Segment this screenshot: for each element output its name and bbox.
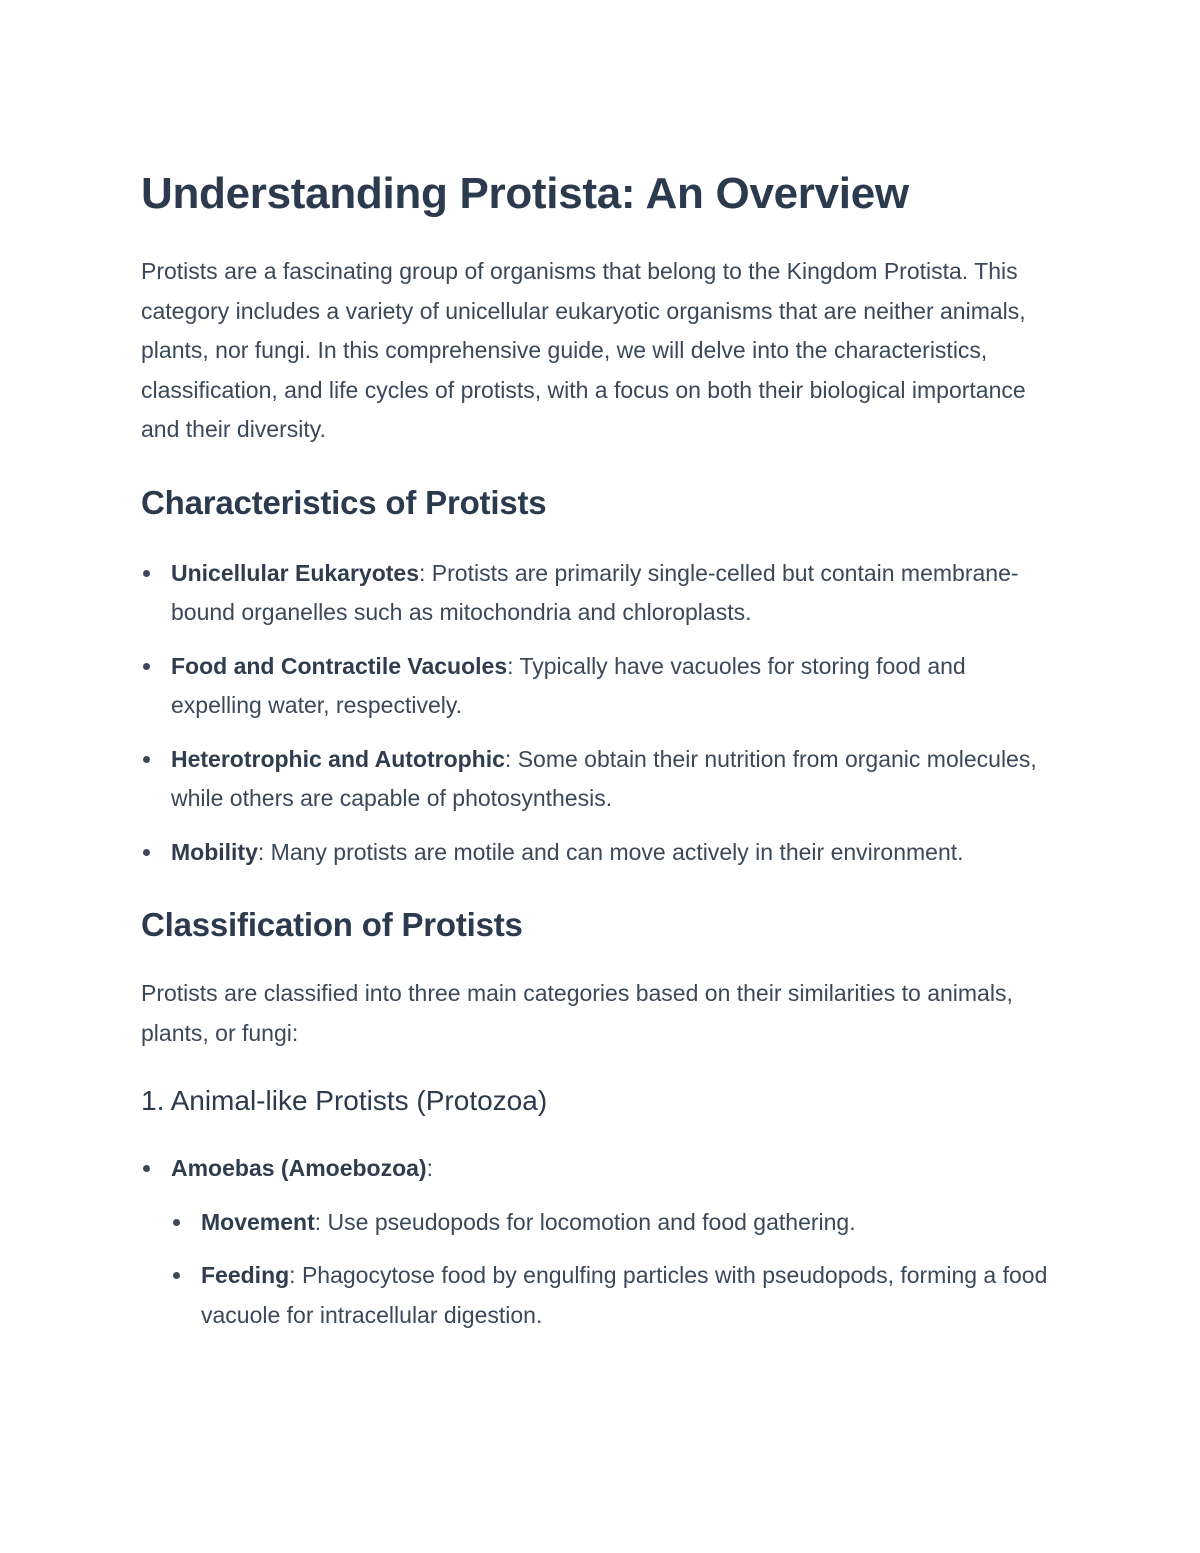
list-item-text: : Phagocytose food by engulfing particles with pseudopods, forming a food vacuole for intracellular digestion. xyxy=(201,1262,1048,1328)
classification-subheading: 1. Animal-like Protists (Protozoa) xyxy=(141,1085,548,1116)
list-item xyxy=(141,554,1060,633)
list-item-term: Food and Contractile Vacuoles xyxy=(171,652,508,679)
list-item-text: : Protists are primarily single-celled but contain membrane-bound organelles such as mitochondria and chloroplasts. xyxy=(171,559,1019,625)
classification-intro: Protists are classified into three main categories based on their similarities to animals, plants, or fungi: xyxy=(141,980,1013,1046)
intro-paragraph: Protists are a fascinating group of organisms that belong to the Kingdom Protista. This category includes a variety of unicellular eukaryotic organisms that are neither animals, plants, nor fungi. In this comprehensive guide, we will delve into the characteristics, classification, and life cycles of protists, with a focus on both their biological importance and their diversity. xyxy=(141,258,1026,442)
list-item xyxy=(141,740,1060,819)
list-item-text: : xyxy=(426,1155,433,1181)
list-item-term: Amoebas (Amoebozoa) xyxy=(171,1155,427,1181)
list-item-text: : Typically have vacuoles for storing food and expelling water, respectively. xyxy=(171,652,966,718)
page-title: Understanding Protista: An Overview xyxy=(141,169,909,218)
protozoa-list xyxy=(141,1149,1060,1335)
list-item-term: Heterotrophic and Autotrophic xyxy=(171,745,505,772)
amoeba-sublist xyxy=(171,1203,1060,1336)
characteristics-heading: Characteristics of Protists xyxy=(141,483,547,521)
list-item xyxy=(171,1256,1060,1335)
list-item xyxy=(141,833,1060,873)
list-item-term: Movement xyxy=(201,1208,315,1235)
list-item-term: Feeding xyxy=(201,1262,290,1288)
list-item xyxy=(171,1203,1060,1243)
list-item xyxy=(141,647,1060,726)
list-item-text: : Many protists are motile and can move actively in their environment. xyxy=(257,838,964,865)
list-item-text: : Use pseudopods for locomotion and food gathering. xyxy=(314,1208,856,1235)
list-item xyxy=(141,1149,1060,1335)
classification-section xyxy=(141,902,1060,1335)
characteristics-section xyxy=(141,480,1060,873)
characteristics-list xyxy=(141,554,1060,873)
list-item-text: : Some obtain their nutrition from organic molecules, while others are capable of photosynthesis. xyxy=(171,745,1037,811)
list-item-term: Unicellular Eukaryotes xyxy=(171,559,419,586)
list-item-term: Mobility xyxy=(171,838,258,865)
classification-heading: Classification of Protists xyxy=(141,906,523,943)
